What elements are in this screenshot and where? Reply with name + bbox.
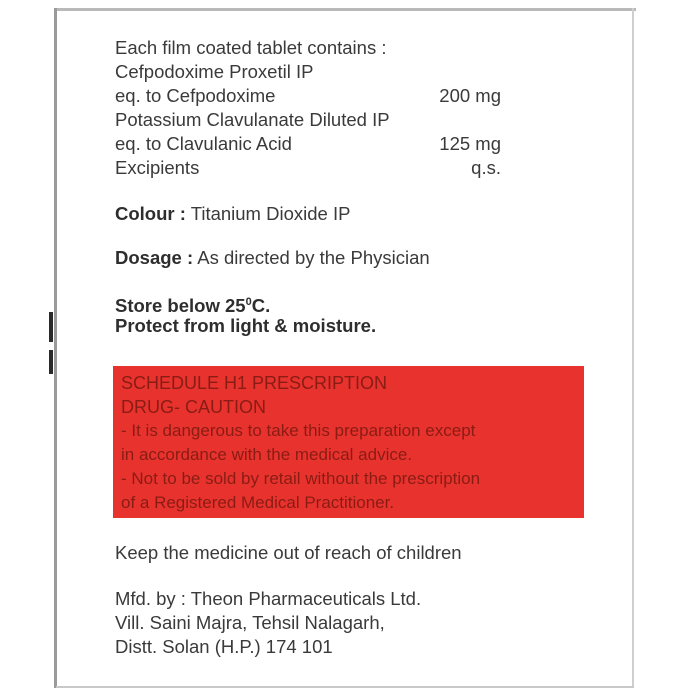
caution-line: in accordance with the medical advice. <box>121 445 413 464</box>
ingredient-qty: 200 mg <box>439 85 501 106</box>
colour-line <box>115 202 615 226</box>
ingredient-name: Cefpodoxime Proxetil IP <box>115 61 314 82</box>
caution-line: - It is dangerous to take this preparation except <box>121 421 476 440</box>
manufacturer-line: Mfd. by : Theon Pharmaceuticals Ltd. <box>115 588 422 609</box>
storage-protection: Protect from light & moisture. <box>115 315 377 336</box>
colour-label: Colour : <box>115 203 186 224</box>
composition-heading: Each film coated tablet contains : <box>115 37 387 58</box>
composition-row <box>115 84 615 108</box>
label-footer <box>115 541 615 659</box>
ingredient-name: eq. to Clavulanic Acid <box>115 133 292 154</box>
caution-line: - Not to be sold by retail without the prescription <box>121 469 481 488</box>
caution-title: SCHEDULE H1 PRESCRIPTION <box>121 373 388 393</box>
caution-text <box>121 371 581 515</box>
schedule-h1-caution-box <box>113 366 584 518</box>
ingredient-name: Excipients <box>115 157 200 178</box>
medicine-label <box>115 36 615 338</box>
label-border-right <box>632 8 634 688</box>
storage-temp-text: Store below 25 <box>115 295 246 317</box>
manufacturer-district: Distt. Solan (H.P.) 174 101 <box>115 636 333 657</box>
ingredient-qty: 125 mg <box>439 133 501 154</box>
composition-row <box>115 156 615 180</box>
manufacturer-address: Vill. Saini Majra, Tehsil Nalagarh, <box>115 612 385 633</box>
ingredient-name: Potassium Clavulanate Diluted IP <box>115 109 390 130</box>
caution-line: of a Registered Medical Practitioner. <box>121 493 395 512</box>
storage-temp-unit: C. <box>251 295 271 317</box>
label-border-top <box>56 8 636 11</box>
storage-temperature <box>115 290 615 317</box>
composition-row <box>115 60 615 84</box>
dosage-line <box>115 246 615 270</box>
caution-subtitle: DRUG- CAUTION <box>121 397 266 417</box>
composition-row <box>115 132 615 156</box>
dosage-value: As directed by the Physician <box>197 247 430 268</box>
composition-row <box>115 108 615 132</box>
ingredient-qty: q.s. <box>471 157 501 178</box>
label-border-bottom <box>56 686 634 688</box>
label-border-left <box>54 8 57 688</box>
colour-value: Titanium Dioxide IP <box>190 203 351 224</box>
edge-mark <box>49 312 53 342</box>
ingredient-name: eq. to Cefpodoxime <box>115 85 276 106</box>
storage-temp-degree: 0 <box>245 296 252 308</box>
children-warning: Keep the medicine out of reach of children <box>115 542 462 563</box>
edge-mark <box>49 350 53 374</box>
dosage-label: Dosage : <box>115 247 194 268</box>
